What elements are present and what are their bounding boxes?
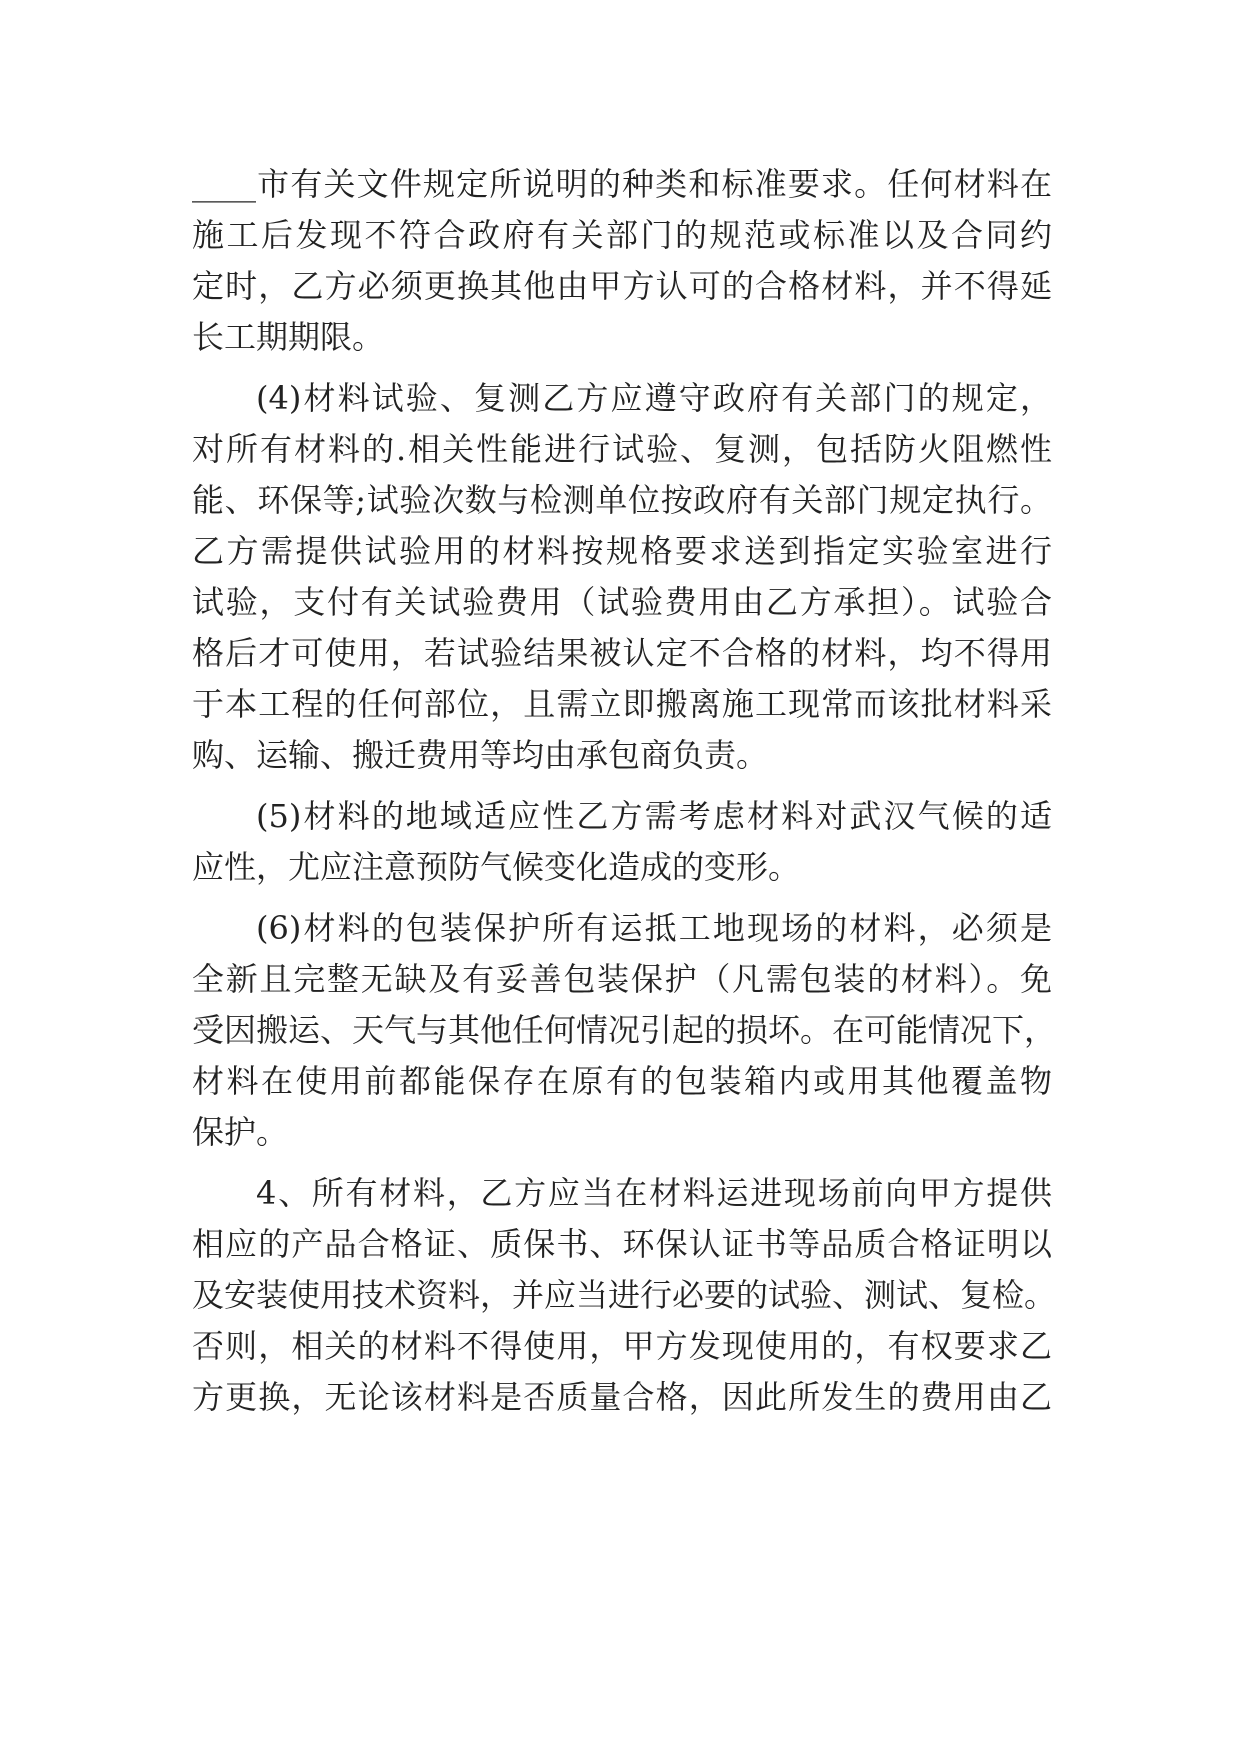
text-line: 及安装使用技术资料，并应当进行必要的试验、测试、复检。 (192, 1276, 1057, 1314)
text-line: 应性，尤应注意预防气候变化造成的变形。 (192, 848, 801, 886)
text-line: 否则，相关的材料不得使用，甲方发现使用的，有权要求乙 (192, 1327, 1052, 1365)
paragraph-gap (192, 1158, 1052, 1168)
text-line: 试验，支付有关试验费用（试验费用由乙方承担）。试验合 (192, 583, 1052, 621)
text-line: 定时，乙方必须更换其他由甲方认可的合格材料，并不得延 (192, 267, 1052, 305)
text-line: 受因搬运、天气与其他任何情况引起的损坏。在可能情况下， (192, 1011, 1057, 1049)
text-line: 相应的产品合格证、质保书、环保认证书等品质合格证明以 (192, 1225, 1052, 1263)
text-line: 能、环保等;试验次数与检测单位按政府有关部门规定执行。 (192, 481, 1052, 519)
paragraph-packaging-protection (192, 903, 1057, 1158)
paragraph-material-certificates (192, 1168, 1057, 1423)
text-line: ____市有关文件规定所说明的种类和标准要求。任何材料在 (192, 165, 1052, 203)
text-line: (6)材料的包装保护所有运抵工地现场的材料，必须是 (256, 909, 1052, 947)
text-line: 材料在使用前都能保存在原有的包装箱内或用其他覆盖物 (192, 1062, 1052, 1100)
text-line: 全新且完整无缺及有妥善包装保护（凡需包装的材料）。免 (192, 960, 1052, 998)
text-line: 格后才可使用，若试验结果被认定不合格的材料，均不得用 (192, 634, 1052, 672)
paragraph-gap (192, 893, 1052, 903)
text-line: 购、运输、搬迁费用等均由承包商负责。 (192, 736, 769, 774)
text-line: 长工期期限。 (192, 318, 385, 356)
text-line: 方更换，无论该材料是否质量合格，因此所发生的费用由乙 (192, 1378, 1052, 1416)
paragraph-material-testing (192, 373, 1052, 781)
paragraph-regional-adaptability (192, 791, 1052, 893)
text-line: 施工后发现不符合政府有关部门的规范或标准以及合同约 (192, 216, 1052, 254)
text-line: 乙方需提供试验用的材料按规格要求送到指定实验室进行 (192, 532, 1052, 570)
document-body (192, 159, 1057, 1423)
paragraph-materials-standard (192, 159, 1052, 363)
text-line: 保护。 (192, 1113, 289, 1151)
paragraph-gap (192, 363, 1052, 373)
text-line: 对所有材料的.相关性能进行试验、复测，包括防火阻燃性 (192, 430, 1052, 468)
paragraph-gap (192, 781, 1052, 791)
text-line: (4)材料试验、复测乙方应遵守政府有关部门的规定， (256, 379, 1052, 417)
text-line: 于本工程的任何部位，且需立即搬离施工现常而该批材料采 (192, 685, 1052, 723)
text-line: 4、所有材料，乙方应当在材料运进现场前向甲方提供 (256, 1174, 1052, 1212)
text-line: (5)材料的地域适应性乙方需考虑材料对武汉气候的适 (256, 797, 1052, 835)
